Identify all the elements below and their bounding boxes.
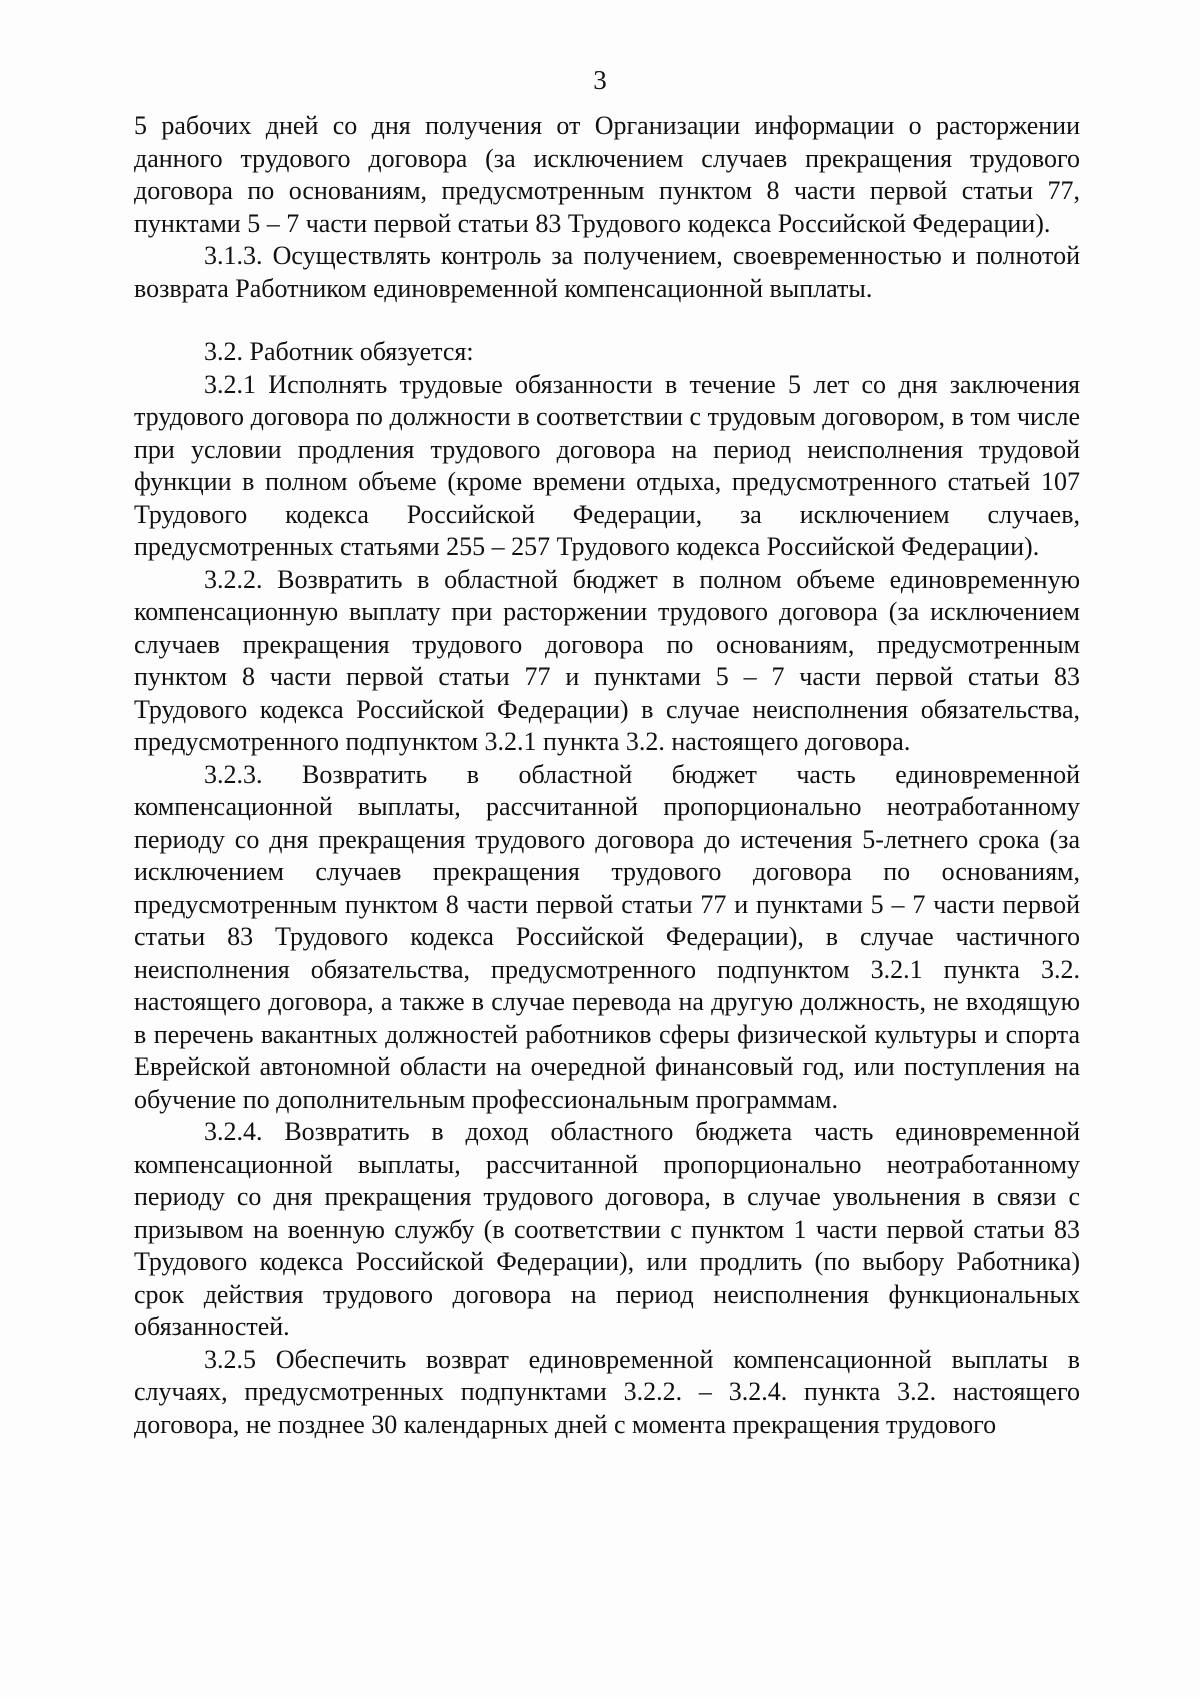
paragraph-3-2-5: 3.2.5 Обеспечить возврат единовременной компенсационной выплаты в случаях, предусмотренных подпунктами 3.2.2. – 3.2.4. пункта 3.2. настоящего договора, не позднее 30 календарных дней с момента прекращения трудового: [134, 1344, 1080, 1439]
paragraph-spacer: [134, 305, 1080, 336]
paragraph-3-2-2: 3.2.2. Возвратить в областной бюджет в полном объеме единовременную компенсационную выплату при расторжении трудового договора (за исключением случаев прекращения трудового договора по основаниям, предусмотренным пунктом 8 части первой статьи 77 и пунктами 5 – 7 части первой статьи 83 Трудового кодекса Российской Федерации) в случае неисполнения обязательства, предусмотренного подпунктом 3.2.1 пункта 3.2. настоящего договора.: [134, 564, 1080, 756]
page-number: 3: [593, 65, 607, 95]
paragraph-continuation: 5 рабочих дней со дня получения от Организации информации о расторжении данного трудового договора (за исключением случаев прекращения трудового договора по основаниям, предусмотренным пунктом 8 части первой статьи 77, пунктами 5 – 7 части первой статьи 83 Трудового кодекса Российской Федерации).: [134, 111, 1080, 238]
document-body: [134, 110, 1080, 1441]
paragraph-3-2-1: 3.2.1 Исполнять трудовые обязанности в течение 5 лет со дня заключения трудового договора по должности в соответствии с трудовым договором, в том числе при условии продления трудового договора на период неисполнения трудовой функции в полном объеме (кроме времени отдыха, предусмотренного статьей 107 Трудового кодекса Российской Федерации, за исключением случаев, предусмотренных статьями 255 – 257 Трудового кодекса Российской Федерации).: [134, 369, 1080, 561]
paragraph-3-2-4: 3.2.4. Возвратить в доход областного бюджета часть единовременной компенсационной выплаты, рассчитанной пропорционально неотработанному периоду со дня прекращения трудового договора, в случае увольнения в связи с призывом на военную службу (в соответствии с пунктом 1 части первой статьи 83 Трудового кодекса Российской Федерации), или продлить (по выбору Работника) срок действия трудового договора на период неисполнения функциональных обязанностей.: [134, 1117, 1080, 1341]
section-heading-3-2: 3.2. Работник обязуется:: [204, 337, 474, 366]
paragraph-3-2-3: 3.2.3. Возвратить в областной бюджет часть единовременной компенсационной выплаты, рассчитанной пропорционально неотработанному периоду со дня прекращения трудового договора до истечения 5-летнего срока (за исключением случаев прекращения трудового договора по основаниям, предусмотренным пунктом 8 части первой статьи 77 и пунктами 5 – 7 части первой статьи 83 Трудового кодекса Российской Федерации), в случае частичного неисполнения обязательства, предусмотренного подпунктом 3.2.1 пункта 3.2. настоящего договора, а также в случае перевода на другую должность, не входящую в перечень вакантных должностей работников сферы физической культуры и спорта Еврейской автономной области на очередной финансовый год, или поступления на обучение по дополнительным профессиональным программам.: [134, 759, 1080, 1114]
paragraph-3-1-3: 3.1.3. Осуществлять контроль за получением, своевременностью и полнотой возврата Работником единовременной компенсационной выплаты.: [134, 241, 1080, 303]
